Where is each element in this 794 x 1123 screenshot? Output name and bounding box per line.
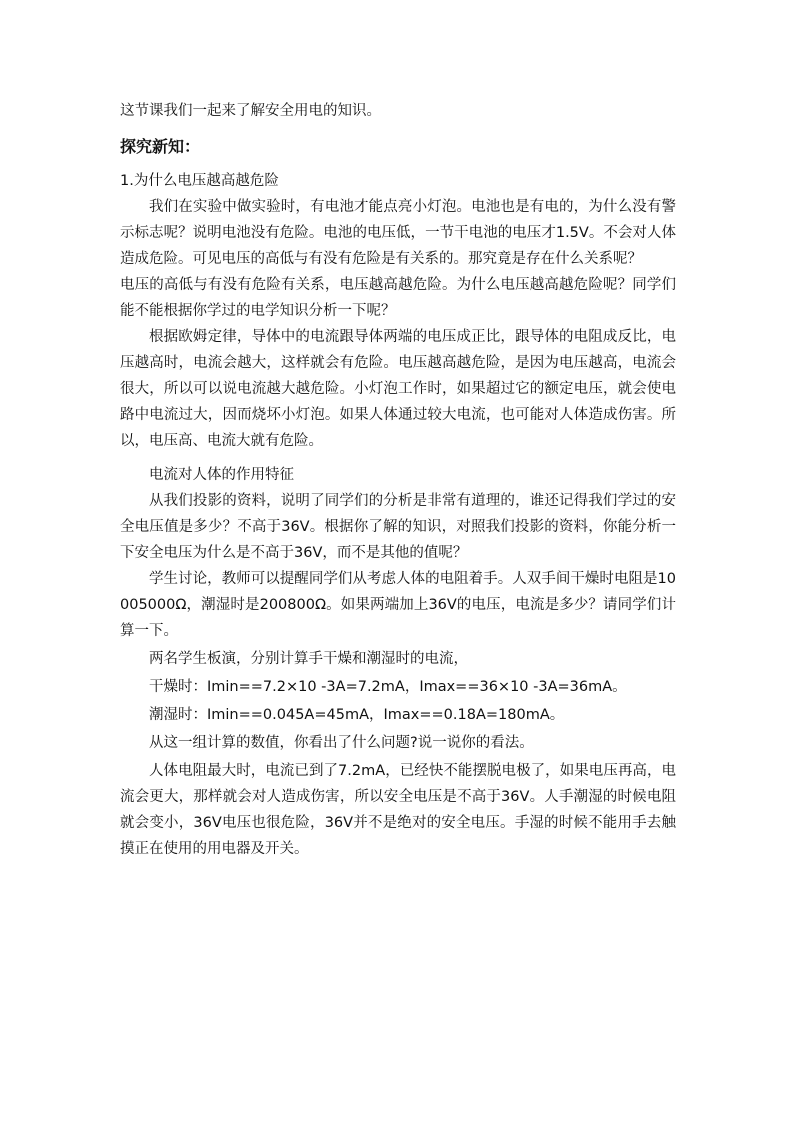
paragraph-board-demo: 两名学生板演，分别计算手干燥和潮湿时的电流， (149, 651, 468, 667)
paragraph-question: 电压的高低与有没有危险有关系，电压越高越危险。为什么电压越高越危险呢？同学们能不能根据你学过的电学知识分析一下呢？ (120, 277, 676, 319)
paragraph-battery: 我们在实验中做实验时，有电池才能点亮小灯泡。电池也是有电的，为什么没有警示标志呢？说明电池没有危险。电池的电压低，一节干电池的电压才1.5V。不会对人体造成危险。可见电压的高低与有没有危险是有关系的。那究竟是存在什么关系呢？ (120, 199, 676, 267)
paragraph-discussion: 学生讨论，教师可以提醒同学们从考虑人体的电阻着手。人双手间干燥时电阻是10005000Ω，潮湿时是200800Ω。如果两端加上36V的电压，电流是多少？请同学们计算一下。 (120, 571, 676, 639)
section-title: 探究新知： (120, 137, 201, 156)
subsection-title: 1.为什么电压越高越危险 (120, 173, 279, 189)
paragraph-conclusion: 人体电阻最大时，电流已到了7.2mA，已经快不能摆脱电极了，如果电压再高，电流会更大，那样就会对人造成伤害，所以安全电压是不高于36V。人手潮湿的时候电阻就会变小，36V电压也很危险，36V并不是绝对的安全电压。手湿的时候不能用手去触摸正在使用的用电器及开关。 (120, 763, 676, 857)
paragraph-safe-voltage: 从我们投影的资料，说明了同学们的分析是非常有道理的，谁还记得我们学过的安全电压值是多少？不高于36V。根据你了解的知识，对照我们投影的资料，你能分析一下安全电压为什么是不高于36V，而不是其他的值呢？ (120, 493, 676, 561)
calc-wet: 潮湿时：Imin==0.045A=45mA，Imax==0.18A=180mA。 (149, 707, 565, 723)
paragraph-ohms-law: 根据欧姆定律，导体中的电流跟导体两端的电压成正比，跟导体的电阻成反比，电压越高时，电流会越大，这样就会有危险。电压越高越危险，是因为电压越高，电流会很大，所以可以说电流越大越危险。小灯泡工作时，如果超过它的额定电压，就会使电路中电流过大，因而烧坏小灯泡。如果人体通过较大电流，也可能对人体造成伤害。所以，电压高、电流大就有危险。 (120, 329, 676, 449)
calc-dry: 干燥时：Imin==7.2×10 -3A=7.2mA，Imax==36×10 -3A=36mA。 (149, 679, 627, 695)
intro-paragraph: 这节课我们一起来了解安全用电的知识。 (120, 103, 381, 119)
paragraph-observation: 从这一组计算的数值，你看出了什么问题?说一说你的看法。 (149, 735, 534, 751)
document-body (120, 98, 676, 862)
paragraph-current-effects-heading: 电流对人体的作用特征 (149, 467, 294, 483)
